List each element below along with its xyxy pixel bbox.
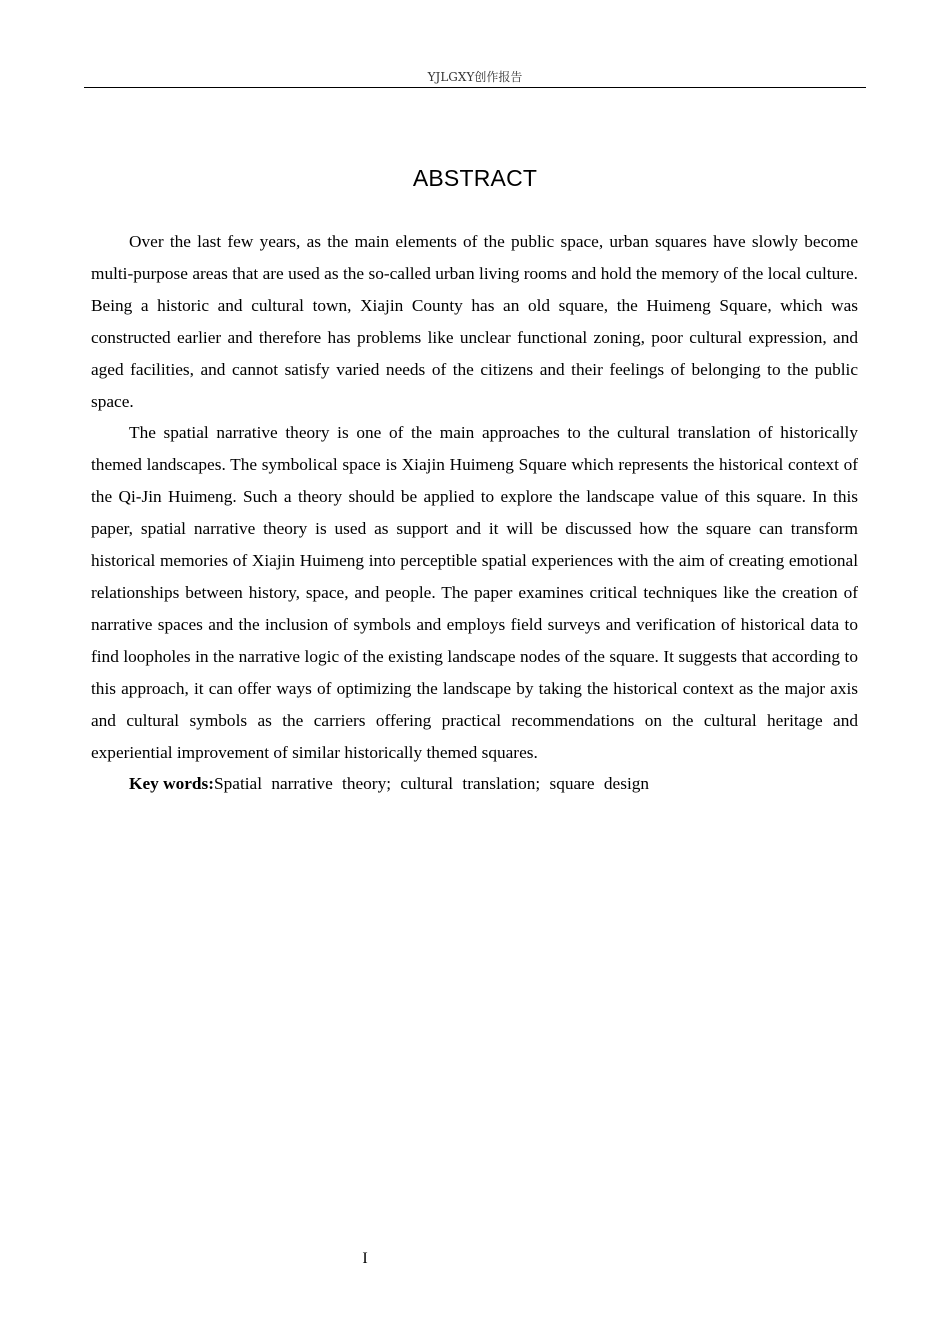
abstract-title: ABSTRACT [412, 165, 538, 191]
header-text: YJLGXY创作报告 [427, 70, 523, 84]
abstract-paragraph-1: Over the last few years, as the main elements of the public space, urban squares have slowly become multi-purpose areas that are used as the so-called urban living rooms and hold the memory of the local culture. Being a historic and cultural town, Xiajin County has an old square, the Huimeng Square, which was constructed earlier and therefore has problems like unclear functional zoning, poor cultural expression, and aged facilities, and cannot satisfy varied needs of the citizens and their feelings of belonging to the public space. [91, 232, 858, 411]
keywords-value: Spatial narrative theory; cultural translation; square design [214, 774, 650, 794]
page-header [84, 68, 866, 88]
keywords-line [91, 768, 858, 800]
page-number: I [362, 1250, 368, 1267]
abstract-body [91, 226, 858, 800]
abstract-paragraph-2: The spatial narrative theory is one of the main approaches to the cultural translation of historically themed landscapes. The symbolical space is Xiajin Huimeng Square which represents the historical context of the Qi-Jin Huimeng. Such a theory should be applied to explore the landscape value of this square. In this paper, spatial narrative theory is used as support and it will be discussed how the square can transform historical memories of Xiajin Huimeng into perceptible spatial experiences with the aim of creating emotional relationships between history, space, and people. The paper examines critical techniques like the creation of narrative spaces and the inclusion of symbols and employs field surveys and verification of historical data to find loopholes in the narrative logic of the existing landscape nodes of the square. It suggests that according to this approach, it can offer ways of optimizing the landscape by taking the historical context as the major axis and cultural symbols as the carriers offering practical recommendations on the cultural heritage and experiential improvement of similar historically themed squares. [91, 423, 858, 762]
keywords-label: Key words: [129, 774, 215, 794]
